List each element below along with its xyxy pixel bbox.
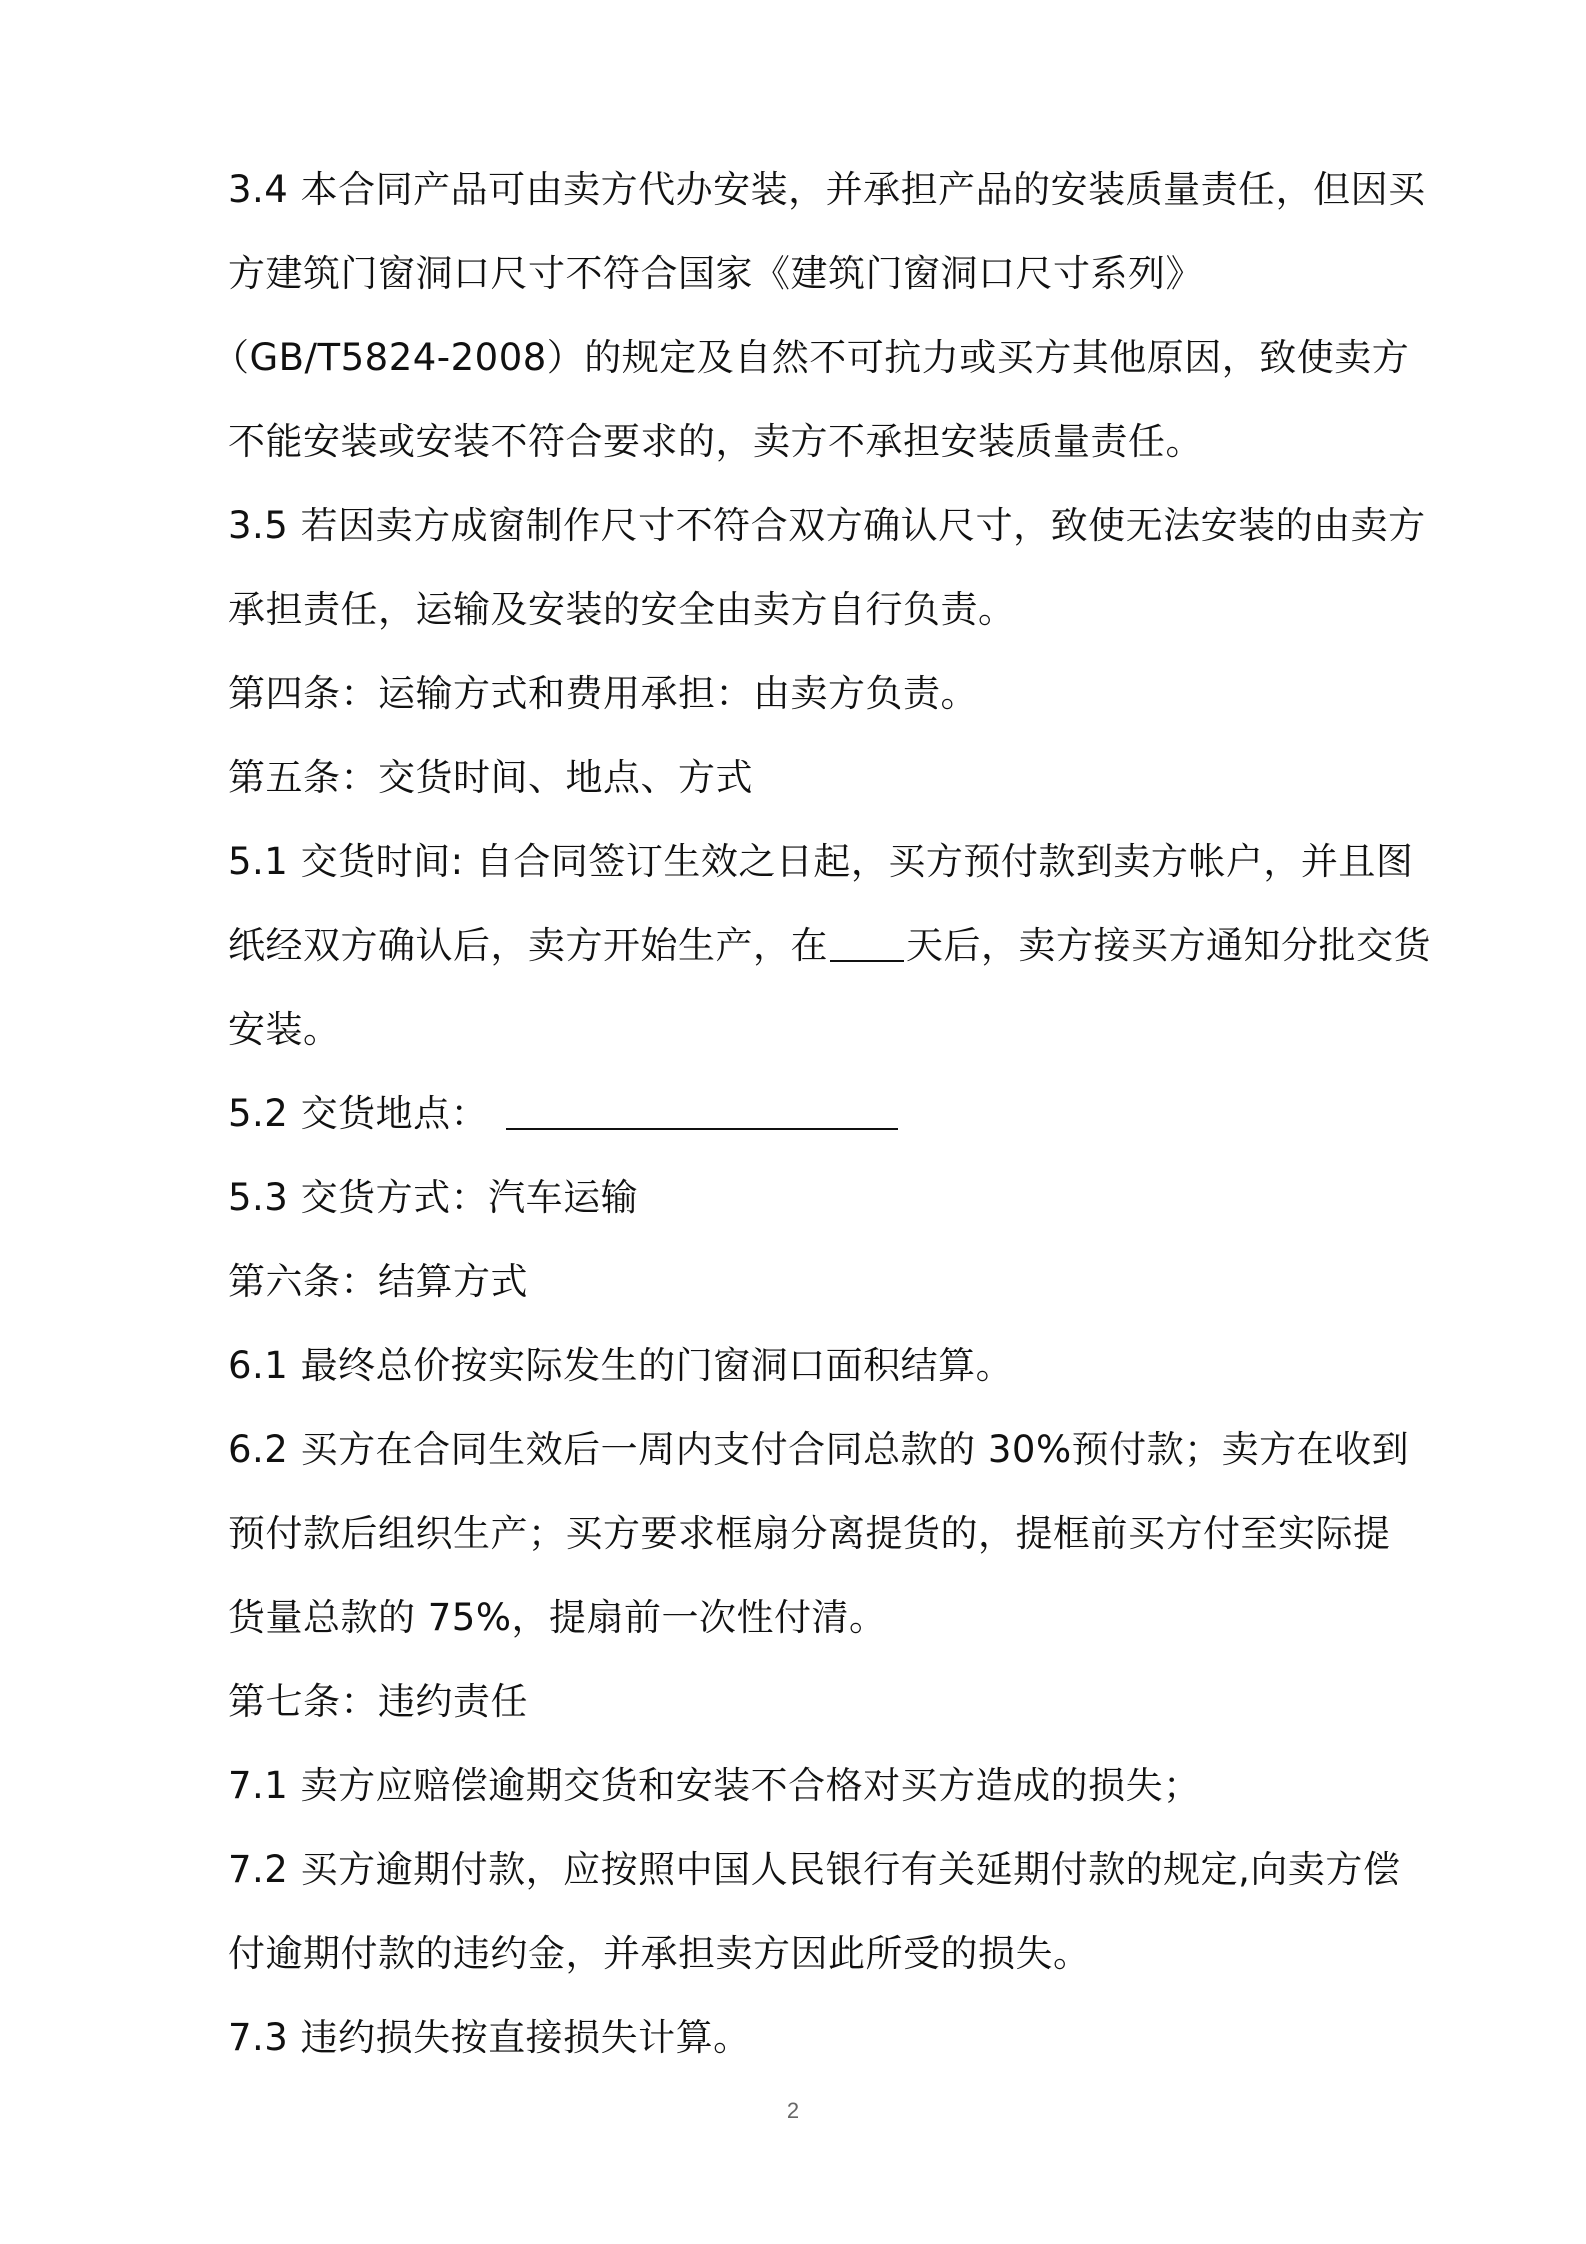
clause-7-2-line-1: 7.2 买方逾期付款，应按照中国人民银行有关延期付款的规定,向卖方偿: [228, 1848, 1401, 1891]
clause-5-1-line-3: 安装。: [228, 1008, 341, 1051]
clause-7-1: 7.1 卖方应赔偿逾期交货和安装不合格对买方造成的损失；: [228, 1764, 1201, 1807]
article-4-heading: 第四条：运输方式和费用承担：由卖方负责。: [228, 672, 978, 715]
article-6-heading: 第六条：结算方式: [228, 1260, 528, 1303]
clause-7-3: 7.3 违约损失按直接损失计算。: [228, 2016, 751, 2059]
clause-3-4-line-1: 3.4 本合同产品可由卖方代办安装，并承担产品的安装质量责任，但因买: [228, 168, 1426, 211]
clause-5-1-line-2: [228, 904, 1431, 988]
clause-3-4-line-4: 不能安装或安装不符合要求的，卖方不承担安装质量责任。: [228, 420, 1203, 463]
days-blank-field[interactable]: [830, 926, 904, 962]
clause-5-2: [228, 1072, 1418, 1156]
clause-6-1: 6.1 最终总价按实际发生的门窗洞口面积结算。: [228, 1344, 1014, 1387]
delivery-location-blank-field[interactable]: [506, 1094, 898, 1130]
clause-5-1-line-2-before-blank: 纸经双方确认后，卖方开始生产，在: [228, 924, 828, 967]
clause-3-4-line-3: （GB/T5824-2008）的规定及自然不可抗力或买方其他原因，致使卖方: [212, 336, 1410, 379]
article-7-heading: 第七条：违约责任: [228, 1680, 528, 1723]
clause-5-3: 5.3 交货方式：汽车运输: [228, 1176, 639, 1219]
clause-6-2-line-1: 6.2 买方在合同生效后一周内支付合同总款的 30%预付款；卖方在收到: [228, 1428, 1410, 1471]
page-number: 2: [786, 2098, 800, 2123]
clause-5-2-label: 5.2 交货地点：: [228, 1092, 489, 1135]
clause-6-2-line-3: 货量总款的 75%，提扇前一次性付清。: [228, 1596, 887, 1639]
clause-3-5-line-1: 3.5 若因卖方成窗制作尺寸不符合双方确认尺寸，致使无法安装的由卖方: [228, 504, 1426, 547]
clause-5-1-line-1: 5.1 交货时间: 自合同签订生效之日起，买方预付款到卖方帐户，并且图: [228, 840, 1414, 883]
clause-3-4-line-2: 方建筑门窗洞口尺寸不符合国家《建筑门窗洞口尺寸系列》: [228, 252, 1203, 295]
clause-7-2-line-2: 付逾期付款的违约金，并承担卖方因此所受的损失。: [228, 1932, 1091, 1975]
clause-5-1-line-2-after-blank: 天后，卖方接买方通知分批交货: [906, 924, 1431, 967]
clause-6-2-line-2: 预付款后组织生产；买方要求框扇分离提货的，提框前买方付至实际提: [228, 1512, 1391, 1555]
contract-body: [212, 148, 1431, 2080]
article-5-heading: 第五条：交货时间、地点、方式: [228, 756, 753, 799]
clause-3-5-line-2: 承担责任，运输及安装的安全由卖方自行负责。: [228, 588, 1016, 631]
